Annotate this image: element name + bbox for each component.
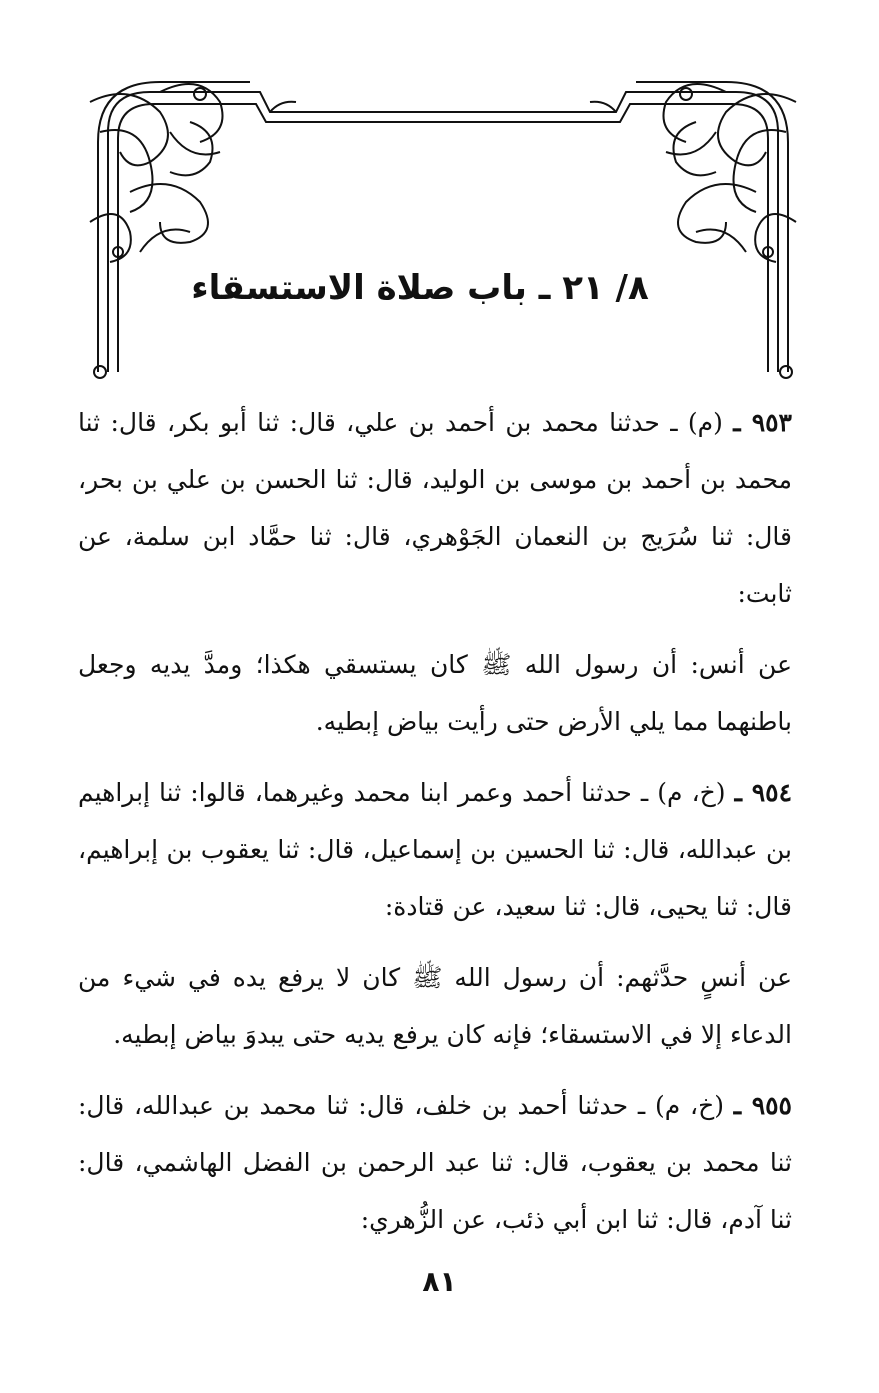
chapter-header-ornament: [70, 72, 816, 384]
page-number: ٨١: [422, 1265, 457, 1298]
paragraph-text: (م) ـ حدثنا محمد بن أحمد بن علي، قال: ثنا أبو بكر، قال: ثنا محمد بن أحمد بن موسى بن الوليد، قال: ثنا الحسن بن علي بن بحر، قال: ثنا سُرَيج بن النعمان الجَوْهري، قال: ثنا حمَّاد ابن سلمة، عن ثابت:: [78, 408, 792, 608]
paragraph-text: (خ، م) ـ حدثنا أحمد وعمر ابنا محمد وغيرهما، قالوا: ثنا إبراهيم بن عبدالله، قال: ثنا الحسين بن إسماعيل، قال: ثنا يعقوب بن إبراهيم، قال: ثنا يحيى، قال: ثنا سعيد، عن قتادة:: [78, 778, 792, 921]
paragraph-text: عن أنس: أن رسول الله ﷺ كان يستسقي هكذا؛ ومدَّ يديه وجعل باطنهما مما يلي الأرض حتى رأيت بياض إبطيه.: [78, 650, 792, 736]
hadith-number: ٩٥٥ ـ: [733, 1091, 792, 1120]
hadith-text: [78, 394, 792, 1262]
hadith-number: ٩٥٤ ـ: [734, 778, 793, 807]
paragraph: [78, 394, 792, 622]
paragraph: [78, 636, 792, 750]
chapter-title: ٨/ ٢١ ـ باب صلاة الاستسقاء: [191, 268, 649, 308]
paragraph-text: (خ، م) ـ حدثنا أحمد بن خلف، قال: ثنا محمد بن عبدالله، قال: ثنا محمد بن يعقوب، قال: ثنا عبد الرحمن بن الفضل الهاشمي، قال: ثنا آدم، قال: ثنا ابن أبي ذئب، عن الزُّهري:: [78, 1091, 792, 1234]
paragraph: [78, 764, 792, 935]
hadith-number: ٩٥٣ ـ: [733, 408, 792, 437]
paragraph-text: عن أنسٍ حدَّثهم: أن رسول الله ﷺ كان لا يرفع يده في شيء من الدعاء إلا في الاستسقاء؛ فإنه كان يرفع يديه حتى يبدوَ بياض إبطيه.: [78, 963, 792, 1049]
paragraph: [78, 949, 792, 1063]
paragraph: [78, 1077, 792, 1248]
